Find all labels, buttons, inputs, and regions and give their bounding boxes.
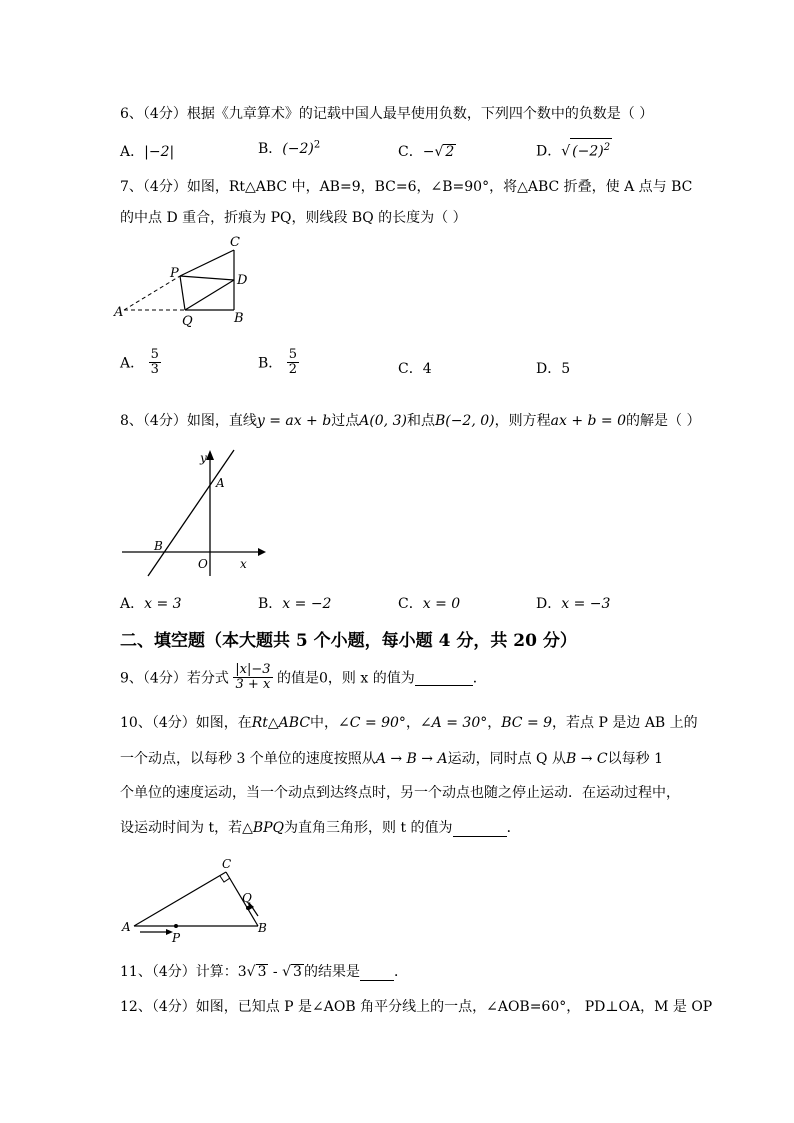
q10-line1: 10、（4分）如图，在Rt△ABC中，∠C = 90°，∠A = 30°，BC = 9，若点 P 是边 AB 上的 <box>120 715 698 731</box>
q9-answer-blank[interactable] <box>415 669 473 686</box>
q7-option-a[interactable]: A． $\frac{5}{3}$ <box>120 347 159 377</box>
q8-label-y: y <box>200 451 207 465</box>
q6-stem: 6、（4分）根据《九章算术》的记载中国人最早使用负数，下列四个数中的负数是（ ） <box>120 106 654 122</box>
q10-label-c: C <box>222 857 232 871</box>
q10-label-p: P <box>172 931 181 945</box>
q10-label-a: A <box>122 920 131 934</box>
q7-stem-line1: 7、（4分）如图，Rt△ABC 中，AB=9，BC=6，∠B=90°，将△ABC 折叠，使 A 点与 BC <box>120 179 693 195</box>
q10-label-q: Q <box>242 891 252 905</box>
q8-label-b: B <box>154 539 163 553</box>
q10-figure <box>118 850 278 945</box>
q6-option-b[interactable]: B．$(-2)^2$ <box>258 139 321 157</box>
q7-label-d: D <box>237 273 248 288</box>
q6-option-c[interactable]: C．−√ 2 <box>398 144 455 160</box>
q11-stem: 11、（4分）计算：3√ 3 - √ 3 的结果是 ． <box>120 964 408 980</box>
q12-line1: 12、（4分）如图，已知点 P 是∠AOB 角平分线上的一点，∠AOB=60°， PD⊥OA，M 是 OP <box>120 999 713 1015</box>
q7-label-b: B <box>234 311 244 326</box>
section-2-title: 二、填空题（本大题共 5 个小题，每小题 4 分，共 20 分） <box>120 631 577 651</box>
q6-option-a[interactable]: A．|−2| <box>120 144 175 160</box>
q10-answer-blank[interactable] <box>453 820 507 837</box>
q7-stem-line2: 的中点 D 重合，折痕为 PQ，则线段 BQ 的长度为（ ） <box>120 210 467 226</box>
q7-label-p: P <box>170 266 179 281</box>
q8-stem: 8、（4分）如图，直线y = ax + b过点A(0, 3)和点B(−2, 0)，则方程ax + b = 0的解是（ ） <box>120 413 701 429</box>
q8-label-o: O <box>198 557 208 571</box>
q7-label-c: C <box>230 235 240 250</box>
q10-label-b: B <box>258 921 267 935</box>
q7-label-q: Q <box>182 314 193 329</box>
q8-option-d[interactable]: D．x = −3 <box>536 596 611 612</box>
q11-answer-blank[interactable] <box>360 964 394 981</box>
q8-label-a: A <box>216 476 225 490</box>
q8-figure <box>118 444 268 584</box>
q8-option-a[interactable]: A．x = 3 <box>120 596 182 612</box>
q9-stem: 9、（4分）若分式 $\frac{|x|-3}{3 + x}$ 的值是0，则 x 的值为 ． <box>120 662 487 692</box>
q7-option-c[interactable]: C．4 <box>398 361 432 377</box>
q8-option-c[interactable]: C．x = 0 <box>398 596 461 612</box>
q7-option-d[interactable]: D．5 <box>536 361 571 377</box>
q6-option-d[interactable]: D．√ $(-2)^2$ <box>536 138 612 161</box>
q8-label-x: x <box>240 557 247 571</box>
q10-line4: 设运动时间为 t，若△BPQ为直角三角形，则 t 的值为 ． <box>120 820 521 836</box>
q7-label-a: A <box>114 305 124 320</box>
q10-line2: 一个动点，以每秒 3 个单位的速度按照从A → B → A运动，同时点 Q 从B → C以每秒 1 <box>120 751 663 767</box>
q10-line3: 个单位的速度运动，当一个动点到达终点时，另一个动点也随之停止运动．在运动过程中， <box>120 785 680 801</box>
q8-option-b[interactable]: B．x = −2 <box>258 596 332 612</box>
q7-option-b[interactable]: B． $\frac{5}{2}$ <box>258 347 298 377</box>
q7-figure <box>110 232 270 332</box>
